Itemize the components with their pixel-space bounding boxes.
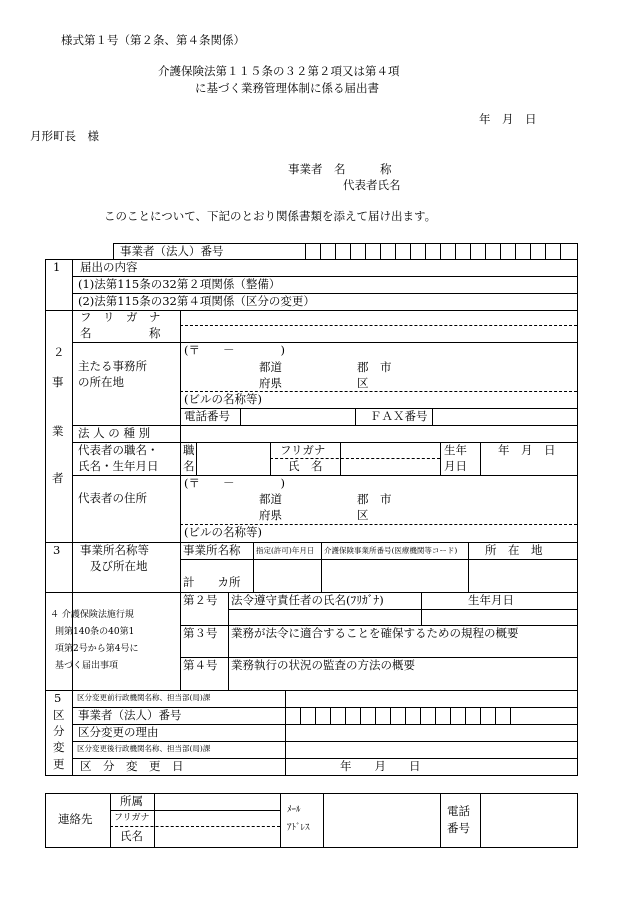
corp-type-label: 法 人 の 種 別 (78, 426, 151, 440)
rep-info-label-1: 代表者の職名・ (78, 443, 159, 457)
tel-label: 電話番号 (184, 409, 230, 423)
representative-label: 代表者氏名 (343, 178, 401, 192)
city-1: 郡 市 (357, 360, 392, 374)
section3-label-2: 及び所在地 (90, 559, 148, 573)
birth-label-1: 生年 (444, 443, 467, 457)
office-address-label-1: 主たる事務所 (78, 359, 147, 373)
mail-label-2: ｱﾄﾞﾚｽ (287, 823, 310, 833)
change-date-value[interactable]: 年 月 日 (340, 759, 421, 773)
contact-furigana-label: フリガナ (114, 813, 150, 823)
article4-label: 第４号 (183, 658, 218, 672)
before-agency-label: 区分変更前行政機関名称、担当部(局)課 (77, 693, 211, 702)
contact-label: 連絡先 (58, 812, 93, 826)
rep-title-1: 職 (183, 443, 195, 457)
section4-label-3: 項第2号から第4号に (55, 644, 139, 654)
addressee: 月形町長 様 (30, 129, 99, 143)
section5-char-2: 区 (53, 708, 65, 722)
rep-name-label: 氏 名 (288, 459, 323, 473)
rep-postal-code[interactable]: (〒 － ) (184, 476, 285, 490)
rep-city-2: 区 (357, 508, 369, 522)
section1-item-1[interactable]: (1)法第115条の32第２項関係（整備） (78, 277, 281, 291)
section4-label-1: ４ 介護保険法施行規 (50, 610, 134, 620)
rep-city-1: 郡 市 (357, 492, 392, 506)
postal-code[interactable]: (〒 － ) (184, 343, 285, 357)
section1-title: 届出の内容 (80, 260, 138, 274)
title-line-2: に基づく業務管理体制に係る届出書 (195, 81, 379, 95)
designation-date-header: 指定(許可)年月日 (256, 546, 315, 555)
section5-char-5: 更 (53, 757, 65, 771)
article2-text: 法令遵守責任者の氏名(ﾌﾘｶﾞﾅ) (231, 593, 384, 607)
contact-email-field[interactable] (324, 794, 439, 847)
section4-label-2: 則第140条の40第1 (55, 627, 135, 637)
article2-label: 第２号 (183, 593, 218, 607)
applicant-name-label: 事業者 名 称 (288, 162, 392, 176)
article3-label: 第３号 (183, 626, 218, 640)
article2-birth: 生年月日 (468, 593, 514, 607)
section5-char-1: 5 (54, 691, 62, 705)
contact-dept-label: 所属 (120, 794, 143, 808)
section1-item-2[interactable]: (2)法第115条の32第４項関係（区分の変更） (78, 294, 315, 308)
article4-text: 業務執行の状況の監査の方法の概要 (231, 658, 415, 672)
mail-label-1: ﾒｰﾙ (287, 805, 301, 815)
company-name-field[interactable] (181, 326, 577, 342)
section2-number: ２ (53, 345, 65, 359)
section3-label-1: 事業所名称等 (80, 543, 149, 557)
rep-birth-date[interactable]: 年 月 日 (498, 443, 556, 457)
rep-info-label-2: 氏名・生年月日 (78, 459, 159, 473)
section3-number: 3 (53, 543, 61, 557)
fax-label: ＦＡＸ番号 (370, 409, 428, 423)
contact-name-label: 氏名 (120, 829, 143, 843)
submission-date: 年 月 日 (479, 112, 537, 126)
building-name[interactable]: (ビルの名称等) (184, 392, 262, 406)
rep-prefecture-2: 府県 (259, 508, 282, 522)
contact-person-fields[interactable] (155, 794, 279, 847)
rep-prefecture-1: 都道 (259, 492, 282, 506)
section5-char-3: 分 (53, 724, 65, 738)
birth-label-2: 月日 (444, 459, 467, 473)
section2-char-3: 者 (52, 471, 64, 485)
office-total[interactable]: 計 カ所 (183, 575, 241, 589)
section2-char-2: 業 (52, 424, 64, 438)
office-address-label-2: の所在地 (78, 375, 124, 389)
contact-phone-field[interactable] (481, 794, 577, 847)
rep-title-2: 名 (183, 459, 195, 473)
corp-number-label: 事業者（法人）番号 (120, 244, 224, 258)
section2-char-1: 事 (52, 375, 64, 389)
care-number-header: 介護保険事業所番号(医療機関等コード) (324, 546, 458, 555)
name-label: 名 称 (80, 326, 161, 340)
intro-text: このことについて、下記のとおり関係書類を添えて届け出ます。 (104, 209, 437, 223)
contact-tel-label-2: 番号 (447, 821, 470, 835)
section5-char-4: 変 (53, 740, 65, 754)
contact-tel-label-1: 電話 (447, 804, 470, 818)
section5-corp-number-label: 事業者（法人）番号 (78, 708, 182, 722)
rep-address-label: 代表者の住所 (78, 491, 147, 505)
city-2: 区 (357, 376, 369, 390)
form-number: 様式第１号（第２条、第４条関係） (61, 33, 245, 47)
location-header: 所 在 地 (485, 543, 543, 557)
prefecture-2: 府県 (259, 376, 282, 390)
office-name-header: 事業所名称 (183, 543, 241, 557)
change-date-label: 区 分 変 更 日 (80, 759, 184, 773)
rep-building-name[interactable]: (ビルの名称等) (184, 525, 262, 539)
furigana-label: フ リ ガ ナ (80, 310, 161, 324)
article3-text: 業務が法令に適合することを確保するための規程の概要 (231, 626, 519, 640)
change-reason-label: 区分変更の理由 (78, 725, 159, 739)
title-line-1: 介護保険法第１１５条の３２第２項又は第４項 (158, 64, 400, 78)
after-agency-label: 区分変更後行政機関名称、担当部(局)課 (77, 744, 211, 753)
section4-label-4: 基づく届出事項 (55, 661, 119, 671)
rep-furigana-label: フリガナ (280, 443, 326, 457)
prefecture-1: 都道 (259, 360, 282, 374)
section1-number: 1 (53, 260, 61, 274)
